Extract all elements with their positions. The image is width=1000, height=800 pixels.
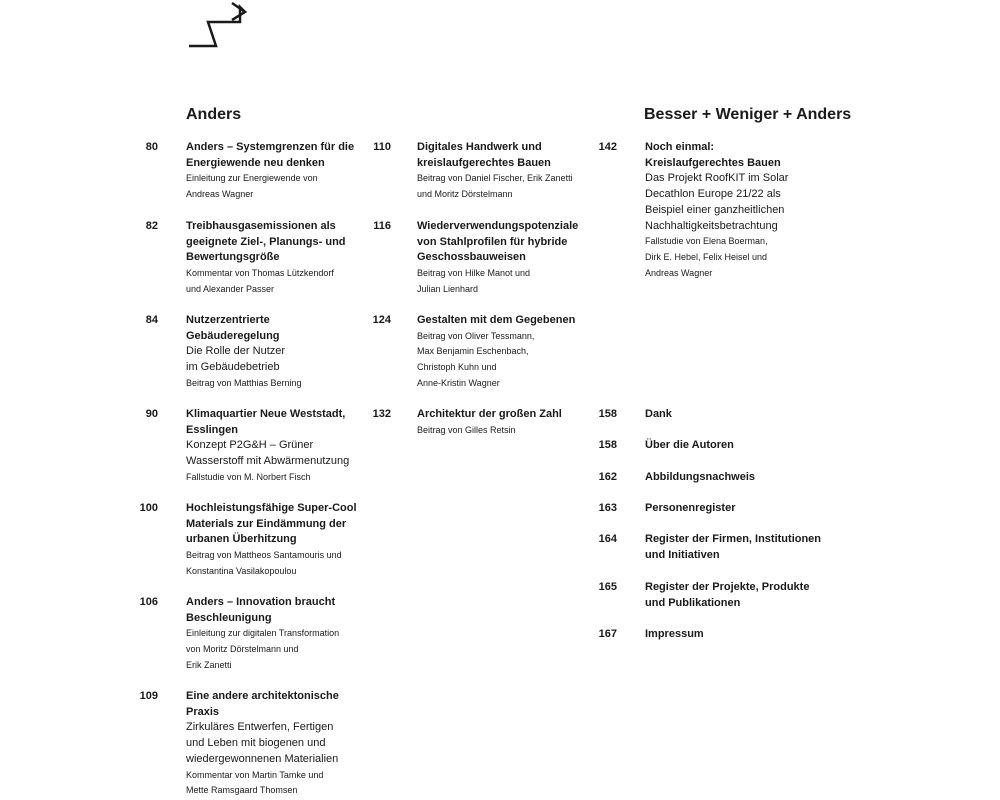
page-number: 163	[598, 502, 617, 514]
entry-credit: Beitrag von Mattheos Santamouris und Konstantina Vasilakopoulou	[186, 550, 342, 576]
publisher-logo	[186, 2, 248, 52]
toc-entry[interactable]	[598, 438, 845, 454]
entry-subtitle: Zirkuläres Entwerfen, Fertigen und Leben mit biogenen und wiedergewonnenen Materialien	[186, 721, 339, 765]
page-number: 167	[598, 628, 617, 640]
entry-title: Abbildungsnachweis	[645, 471, 756, 483]
toc-entry[interactable]	[598, 580, 845, 611]
entry-credit: Kommentar von Martin Tamke und Mette Ramsgaard Thomsen	[186, 769, 324, 796]
page-number: 100	[139, 502, 158, 514]
entry-credit: Fallstudie von Elena Boerman, Dirk E. Hebel, Felix Heisel und Andreas Wagner	[645, 236, 768, 278]
entry-title: Personenregister	[645, 502, 736, 514]
page-number: 109	[139, 690, 158, 702]
page-number: 124	[372, 314, 391, 326]
toc-entry[interactable]	[139, 595, 386, 674]
section-heading-anders: Anders	[186, 106, 242, 123]
toc-entry[interactable]	[372, 313, 617, 392]
page-number: 106	[139, 596, 158, 608]
page-number: 142	[598, 141, 617, 153]
entry-title: Anders – Systemgrenzen für die Energiewende neu denken	[186, 141, 355, 169]
page-number: 164	[598, 533, 617, 545]
entry-title: Eine andere architektonische Praxis	[186, 690, 339, 718]
toc-entry[interactable]	[598, 532, 845, 563]
page-number: 90	[145, 408, 158, 420]
entry-title: Register der Projekte, Produkte und Publikationen	[645, 581, 810, 609]
toc-entry[interactable]	[598, 140, 845, 281]
entry-title: Treibhausgasemissionen als geeignete Ziel-, Planungs- und Bewertungsgröße	[186, 220, 346, 264]
entry-title: Architektur der großen Zahl	[417, 408, 562, 420]
toc-entry[interactable]	[598, 501, 845, 517]
page-number: 116	[373, 220, 391, 232]
entry-title: Impressum	[645, 628, 704, 640]
entry-subtitle: Das Projekt RoofKIT im Solar Decathlon Europe 21/22 als Beispiel einer ganzheitlichen Nachhaltigkeitsbetrachtung	[645, 172, 789, 232]
entry-title: Gestalten mit dem Gegebenen	[417, 314, 576, 326]
entry-credit: Fallstudie von M. Norbert Fisch	[186, 471, 311, 482]
toc-entry[interactable]	[139, 689, 386, 799]
toc-entry[interactable]	[139, 501, 386, 580]
entry-title: Anders – Innovation braucht Beschleunigung	[186, 596, 336, 624]
entry-subtitle: Die Rolle der Nutzer im Gebäudebetrieb	[186, 345, 286, 374]
toc-entry[interactable]	[598, 627, 845, 643]
entry-credit: Beitrag von Gilles Retsin	[417, 424, 516, 435]
entry-title: Klimaquartier Neue Weststadt, Esslingen	[186, 408, 346, 436]
entry-credit: Kommentar von Thomas Lützkendorf und Alexander Passer	[186, 268, 334, 294]
section-heading-besser-weniger-anders: Besser + Weniger + Anders	[644, 106, 852, 123]
entry-title: Digitales Handwerk und kreislaufgerechtes Bauen	[417, 141, 551, 169]
entry-credit: Beitrag von Matthias Berning	[186, 377, 302, 388]
page-number: 158	[598, 408, 617, 420]
entry-credit: Beitrag von Hilke Manot und Julian Lienhard	[417, 268, 531, 294]
entry-title: Noch einmal: Kreislaufgerechtes Bauen	[645, 141, 781, 169]
page-number: 165	[598, 581, 617, 593]
entry-credit: Einleitung zur Energiewende von Andreas Wagner	[186, 173, 318, 200]
entry-title: Wiederverwendungspotenziale von Stahlprofilen für hybride Geschossbauweisen	[417, 220, 579, 264]
toc-entry[interactable]	[598, 407, 845, 423]
entry-credit: Beitrag von Daniel Fischer, Erik Zanetti und Moritz Dörstelmann	[417, 173, 573, 200]
entry-title: Dank	[645, 408, 672, 420]
entry-title: Hochleistungsfähige Super-Cool Materials zur Eindämmung der urbanen Überhitzung	[186, 502, 357, 546]
entry-title: Register der Firmen, Institutionen und Initiativen	[645, 533, 822, 561]
entry-credit: Einleitung zur digitalen Transformation von Moritz Dörstelmann und Erik Zanetti	[186, 628, 340, 670]
entry-title: Über die Autoren	[645, 439, 734, 451]
page-number: 84	[145, 314, 158, 326]
toc-entry[interactable]	[598, 470, 845, 486]
page-number: 162	[598, 471, 617, 483]
page-number: 82	[145, 220, 158, 232]
page-number: 132	[372, 408, 391, 420]
entry-credit: Beitrag von Oliver Tessmann, Max Benjamin Eschenbach, Christoph Kuhn und Anne-Kristin Wagner	[417, 330, 535, 388]
toc-entry[interactable]	[373, 219, 617, 298]
entry-subtitle: Konzept P2G&H – Grüner Wasserstoff mit Abwärmenutzung	[186, 439, 350, 468]
page-number: 80	[145, 141, 158, 153]
page-number: 110	[373, 141, 391, 153]
page-number: 158	[598, 439, 617, 451]
entry-title: Nutzerzentrierte Gebäuderegelung	[186, 314, 280, 342]
